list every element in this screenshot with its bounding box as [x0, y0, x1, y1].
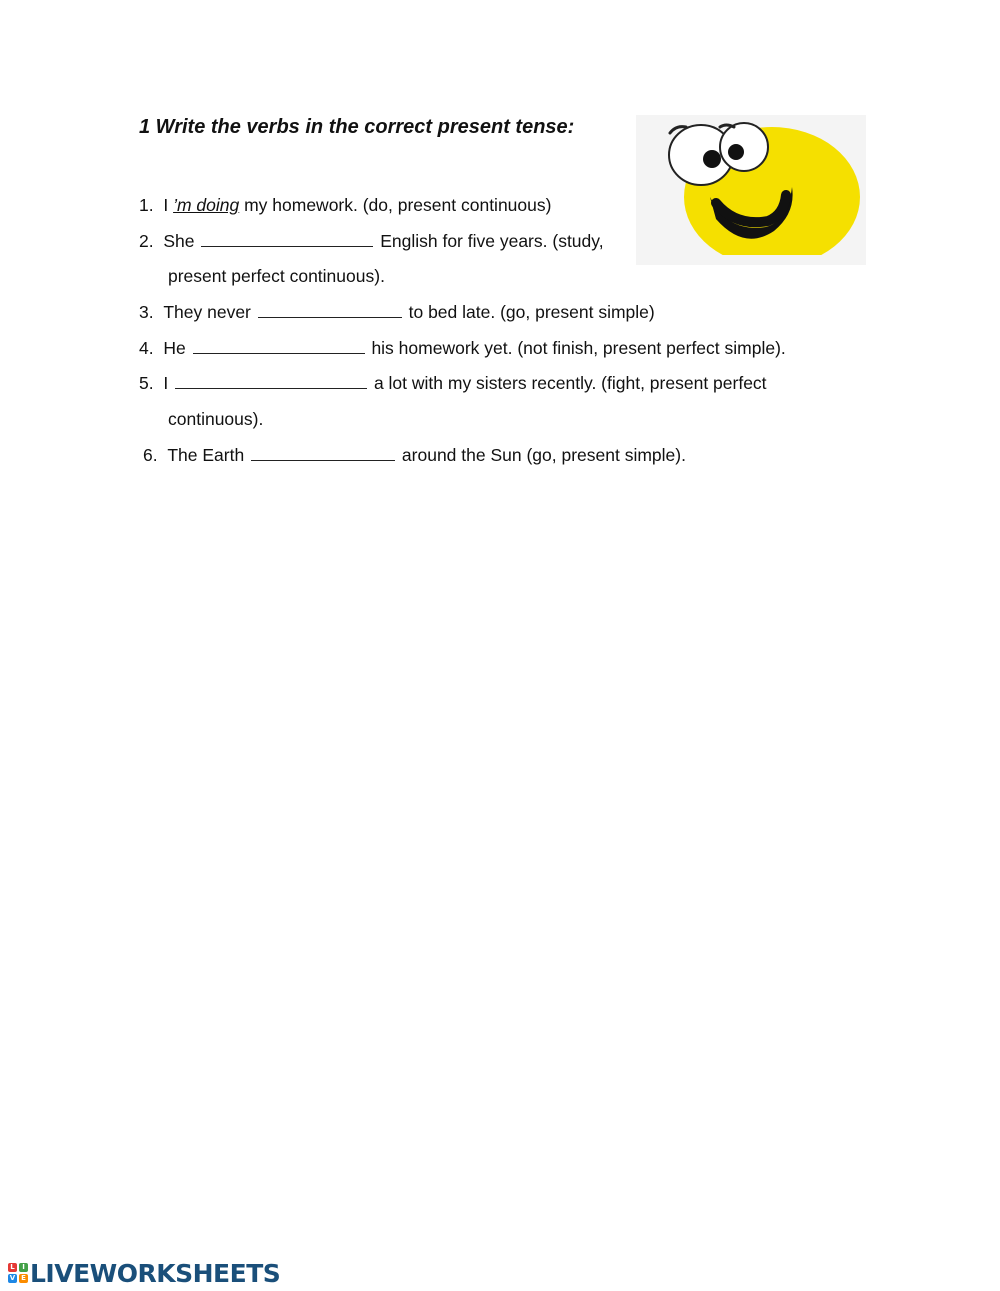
example-answer: ’m doing [173, 195, 240, 215]
item-text-after: his homework yet. (not finish, present perfect simple). [366, 338, 786, 358]
item-text-after: around the Sun (go, present simple). [397, 445, 686, 465]
item-number: 3. [139, 302, 154, 322]
exercise-item [139, 194, 551, 216]
item-text-before: The Earth [167, 445, 250, 465]
item-text-before: They never [163, 302, 256, 322]
item-text-after: to bed late. (go, present simple) [403, 302, 655, 322]
answer-blank[interactable] [193, 337, 365, 354]
item-number: 6. [143, 445, 158, 465]
item-text-after: English for five years. (study, [375, 231, 604, 251]
exercise-item [139, 230, 604, 252]
item-number: 2. [139, 231, 154, 251]
answer-blank[interactable] [201, 230, 373, 247]
item-number: 4. [139, 338, 154, 358]
answer-blank[interactable] [251, 444, 395, 461]
liveworksheets-logo[interactable] [8, 1259, 280, 1287]
item-continuation: present perfect continuous). [168, 266, 385, 286]
smiley-image [636, 115, 866, 265]
exercise-item [139, 301, 655, 323]
exercise-item [143, 444, 686, 466]
exercise-item [139, 337, 786, 359]
item-number: 5. [139, 373, 154, 393]
item-text-before: He [163, 338, 191, 358]
logo-text: LIVEWORKSHEETS [30, 1258, 281, 1288]
answer-blank[interactable] [175, 372, 367, 389]
logo-grid-icon: L I V E [8, 1263, 28, 1283]
answer-blank[interactable] [258, 301, 402, 318]
item-text-before: I [163, 195, 174, 215]
item-text-after: a lot with my sisters recently. (fight, present perfect [369, 373, 767, 393]
item-text-before: She [163, 231, 200, 251]
worksheet-title: 1 Write the verbs in the correct present tense: [139, 116, 575, 138]
exercise-item [139, 372, 767, 394]
smiley-face-icon [636, 115, 866, 265]
item-text-before: I [163, 373, 174, 393]
item-text-after: my homework. (do, present continuous) [239, 195, 552, 215]
item-continuation: continuous). [168, 409, 264, 429]
item-number: 1. [139, 195, 154, 215]
